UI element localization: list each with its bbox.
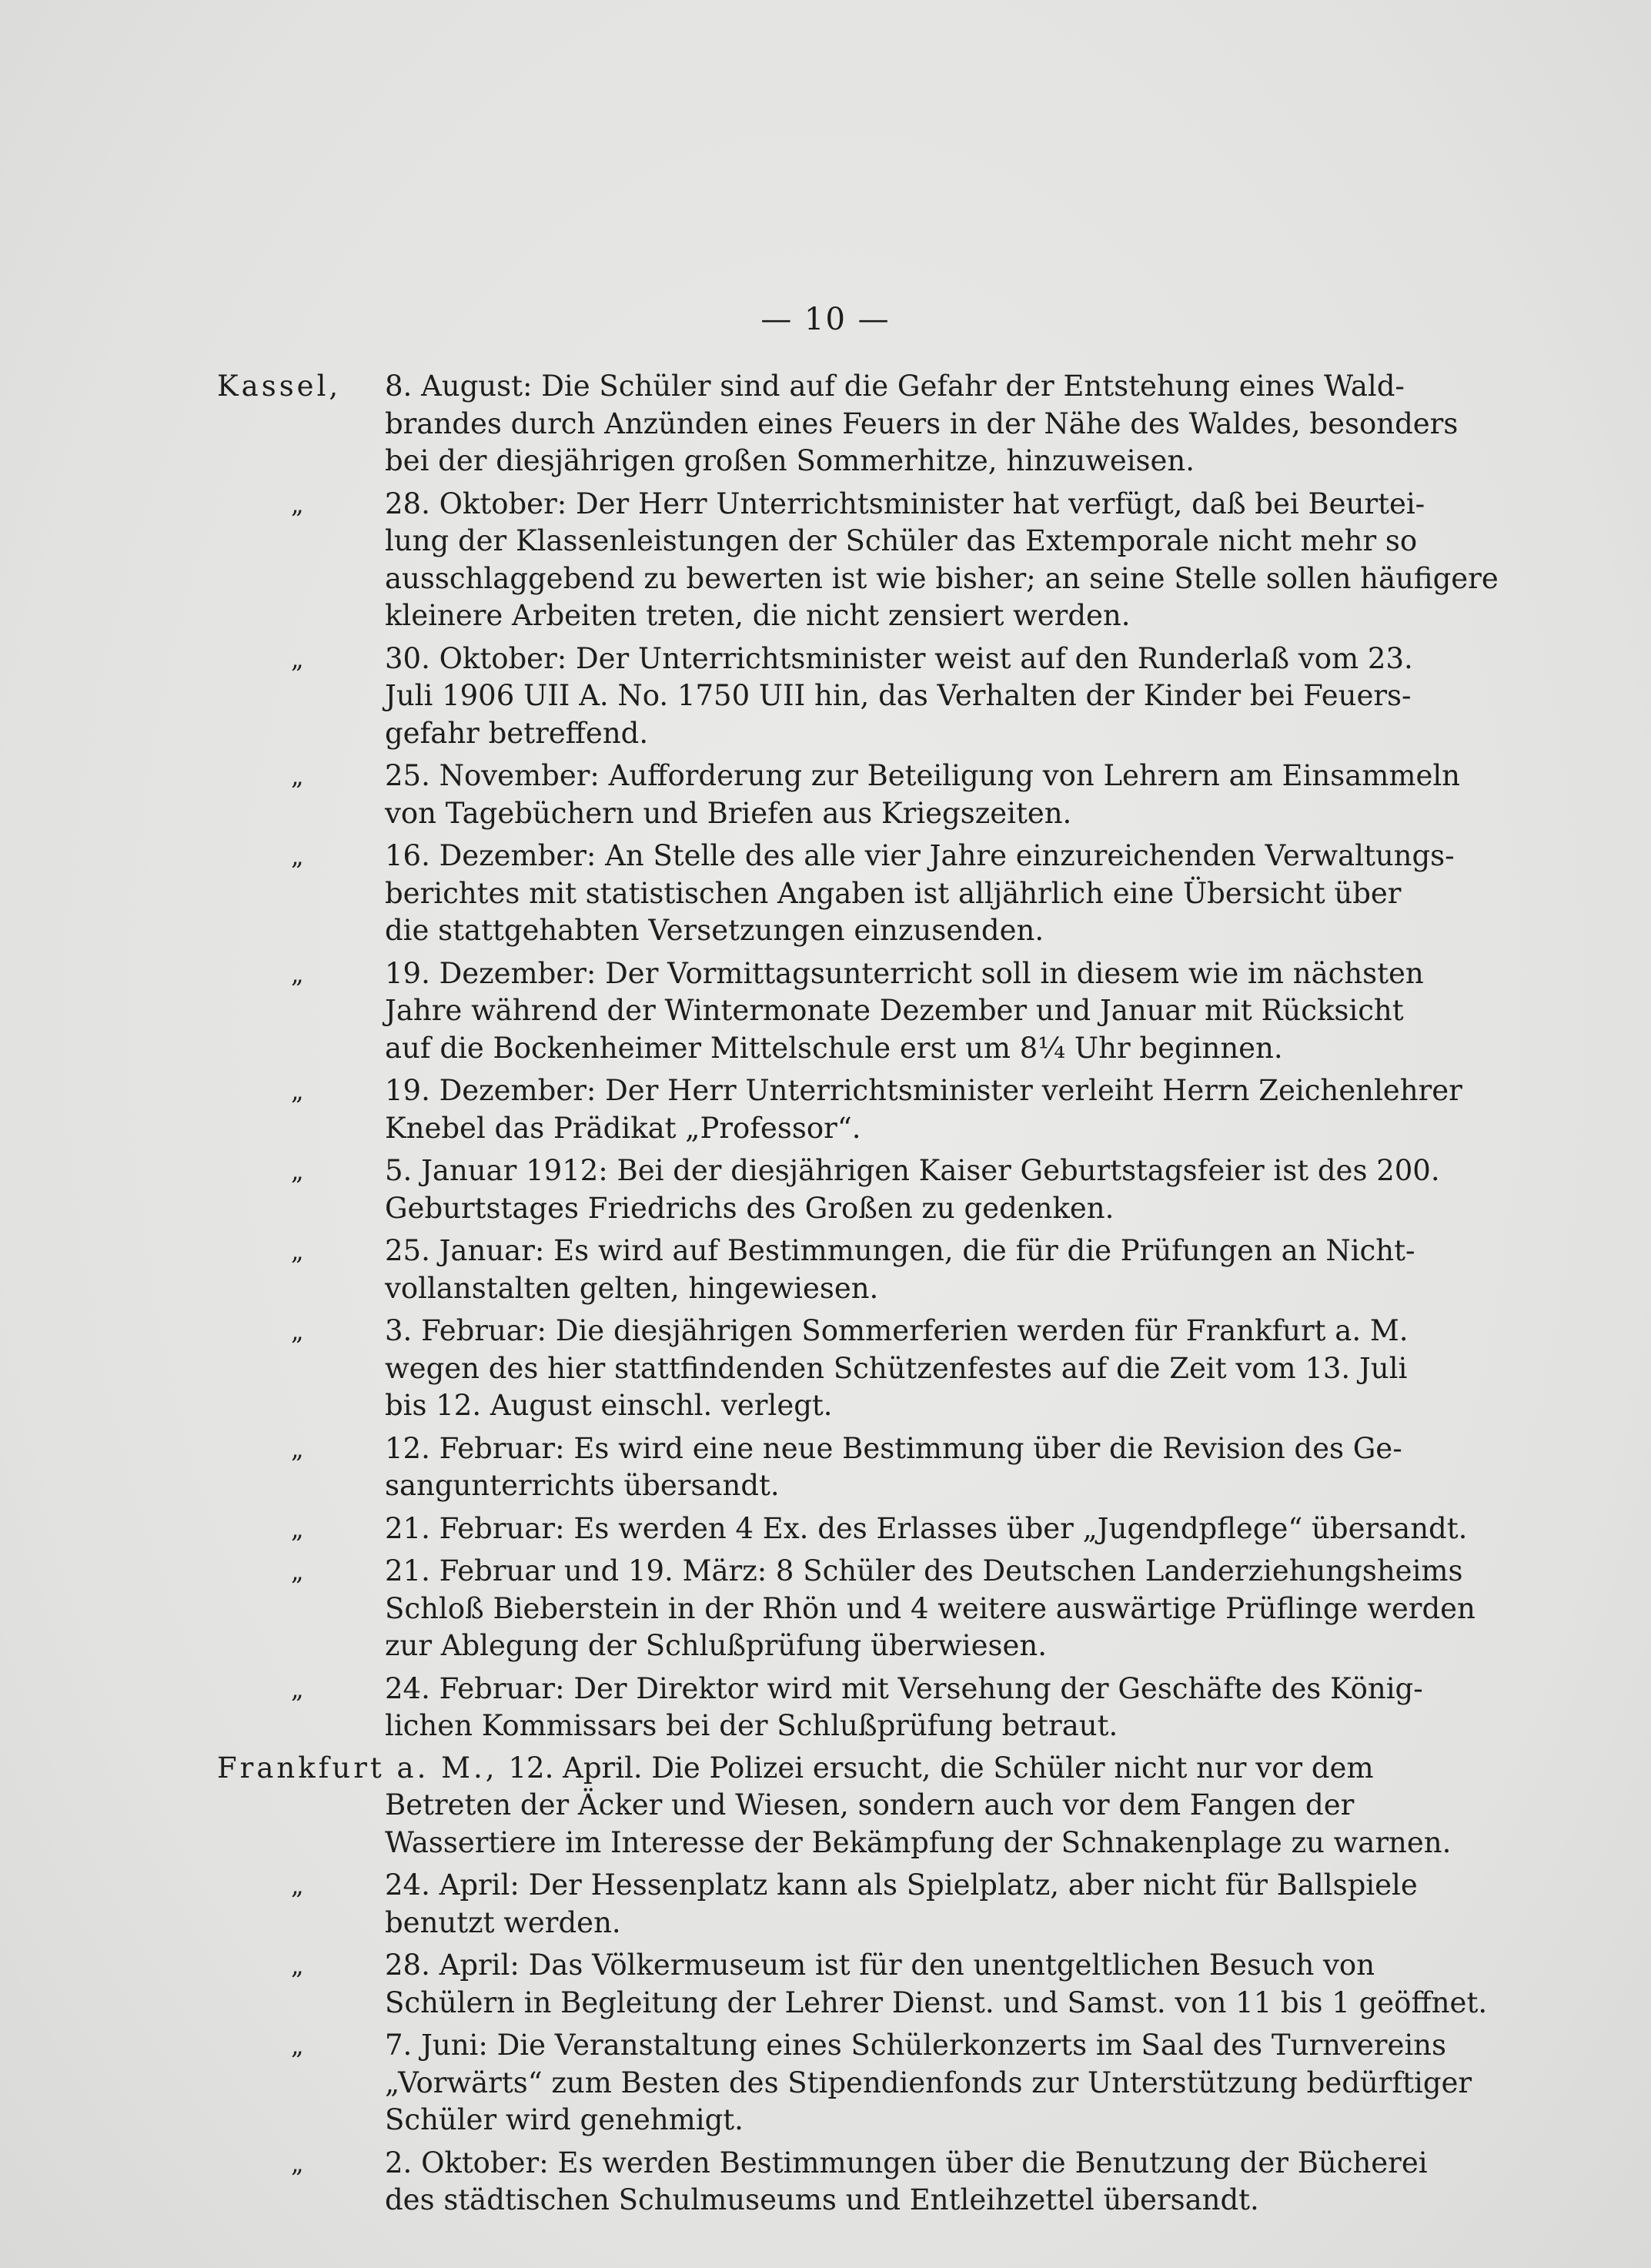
entry-text-line: 5. Januar 1912: Bei der diesjährigen Kaiser Geburtstagsfeier ist des 200. (385, 1154, 1440, 1187)
entry-text-line: 12. Februar: Es wird eine neue Bestimmung über die Revision des Ge- (385, 1431, 1402, 1465)
entry-text-line: die stattgehabten Versetzungen einzusenden. (385, 914, 1044, 947)
ditto-mark: „ (291, 489, 304, 519)
entry-text-line: Betreten der Äcker und Wiesen, sondern auch vor dem Fangen der (385, 1788, 1355, 1821)
entry-text-line: 21. Februar: Es werden 4 Ex. des Erlasses über „Jugendpflege“ übersandt. (385, 1511, 1468, 1545)
ditto-mark: „ (291, 1951, 304, 1980)
entry-text-line: 28. April: Das Völkermuseum ist für den unentgeltlichen Besuch von (385, 1949, 1375, 1982)
entry-text-line: 28. Oktober: Der Herr Unterrichtsminister hat verfügt, daß bei Beurtei- (385, 487, 1425, 520)
entry-text-line: 24. Februar: Der Direktor wird mit Versehung der Geschäfte des König- (385, 1671, 1423, 1705)
chronicle-entry (217, 1152, 1541, 1227)
entry-text-line: wegen des hier stattfindenden Schützenfestes auf die Zeit vom 13. Juli (385, 1351, 1408, 1385)
entry-text-line: des städtischen Schulmuseums und Entleihzettel übersandt. (385, 2183, 1259, 2216)
entry-text-line: 3. Februar: Die diesjährigen Sommerferien werden für Frankfurt a. M. (385, 1314, 1409, 1347)
chronicle-entry (217, 1553, 1541, 1665)
entry-text-line: lichen Kommissars bei der Schlußprüfung betraut. (385, 1709, 1118, 1742)
ditto-mark: „ (291, 1316, 304, 1346)
entry-text-line: kleinere Arbeiten treten, die nicht zensiert werden. (385, 599, 1131, 632)
ditto-mark: „ (291, 841, 304, 871)
ditto-mark: „ (291, 644, 304, 674)
ditto-mark: „ (291, 1871, 304, 1900)
ditto-mark: „ (291, 761, 304, 791)
entry-text-line: auf die Bockenheimer Mittelschule erst um 8¼ Uhr beginnen. (385, 1031, 1283, 1065)
entry-text-line: bis 12. August einschl. verlegt. (385, 1389, 833, 1422)
entry-text-line: vollanstalten gelten, hingewiesen. (385, 1271, 879, 1305)
entry-text-line: lung der Klassenleistungen der Schüler das Extemporale nicht mehr so (385, 524, 1418, 557)
chronicle-entry (217, 1867, 1541, 1942)
place-name: Kassel, (217, 370, 342, 403)
chronicle-entry (217, 1313, 1541, 1425)
chronicle-entry (217, 2145, 1541, 2219)
entry-text-line: zur Ablegung der Schlußprüfung überwiesen. (385, 1629, 1047, 1662)
entry-text-line: brandes durch Anzünden eines Feuers in der Nähe des Waldes, besonders (385, 406, 1459, 440)
entry-text-line: bei der diesjährigen großen Sommerhitze, hinzuweisen. (385, 444, 1195, 477)
entry-text-line: 25. Januar: Es wird auf Bestimmungen, die für die Prüfungen an Nicht- (385, 1234, 1415, 1267)
entry-text-line: 30. Oktober: Der Unterrichtsminister weist auf den Runderlaß vom 23. (385, 641, 1413, 675)
entry-text-line: 7. Juni: Die Veranstaltung eines Schülerkonzerts im Saal des Turnvereins (385, 2029, 1446, 2062)
chronicle-entry (217, 1233, 1541, 1307)
chronicle-entry (217, 486, 1541, 635)
entry-text-line: 24. April: Der Hessenplatz kann als Spielplatz, aber nicht für Ballspiele (385, 1868, 1418, 1902)
chronicle-entry (217, 1510, 1541, 1548)
ditto-mark: „ (291, 2148, 304, 2178)
chronicle-entry (217, 1430, 1541, 1505)
entry-text-line: 25. November: Aufforderung zur Beteiligung von Lehrern am Einsammeln (385, 759, 1461, 792)
entry-text-line: berichtes mit statistischen Angaben ist alljährlich eine Übersicht über (385, 876, 1402, 910)
chronicle-entry (217, 641, 1541, 753)
entry-text-line: ausschlaggebend zu bewerten ist wie bisher; an seine Stelle sollen häufigere (385, 561, 1499, 595)
entry-text-line: Schüler wird genehmigt. (385, 2103, 744, 2136)
entry-text-line: 19. Dezember: Der Herr Unterrichtsminister verleiht Herrn Zeichenlehrer (385, 1074, 1462, 1107)
ditto-mark: „ (291, 1433, 304, 1463)
chronicle-entry (217, 368, 1541, 480)
entry-text-line: „Vorwärts“ zum Besten des Stipendienfonds zur Unterstützung bedürftiger (385, 2066, 1472, 2099)
entry-text-line: sangunterrichts übersandt. (385, 1469, 780, 1502)
ditto-mark: „ (291, 1236, 304, 1266)
entry-text-line: Knebel das Prädikat „Professor“. (385, 1111, 861, 1145)
entry-text-line: Geburtstages Friedrichs des Großen zu gedenken. (385, 1191, 1115, 1225)
entry-text-line: Wassertiere im Interesse der Bekämpfung der Schnakenplage zu warnen. (385, 1825, 1452, 1859)
chronicle-entry (217, 955, 1541, 1068)
chronicle-entry (217, 1947, 1541, 2022)
chronicle-sections (217, 368, 1541, 2219)
entry-text-line: 8. August: Die Schüler sind auf die Gefahr der Entstehung eines Wald- (385, 370, 1405, 403)
ditto-mark: „ (291, 1076, 304, 1106)
entry-text-line: 19. Dezember: Der Vormittagsunterricht soll in diesem wie im nächsten (385, 956, 1424, 990)
ditto-mark: „ (291, 2031, 304, 2060)
entry-text-line: Schloß Bieberstein in der Rhön und 4 weitere auswärtige Prüflinge werden (385, 1591, 1476, 1625)
entry-text-line: Juli 1906 UII A. No. 1750 UII hin, das Verhalten der Kinder bei Feuers- (385, 679, 1412, 712)
entry-text-line: benutzt werden. (385, 1905, 621, 1939)
entry-text-line: Jahre während der Wintermonate Dezember und Januar mit Rücksicht (385, 994, 1404, 1027)
chronicle-section (217, 368, 1541, 1745)
chronicle-section (217, 1750, 1541, 2219)
chronicle-entry (217, 1750, 1541, 1862)
ditto-mark: „ (291, 958, 304, 988)
chronicle-entry (217, 758, 1541, 832)
entry-text-line: 12. April. Die Polizei ersucht, die Schüler nicht nur vor dem (508, 1751, 1374, 1785)
chronicle-entry (217, 2027, 1541, 2139)
entry-text-line: 16. Dezember: An Stelle des alle vier Jahre einzureichenden Verwaltungs- (385, 839, 1455, 872)
entry-text-line: von Tagebüchern und Briefen aus Kriegszeiten. (385, 796, 1072, 830)
entry-text-line: Schülern in Begleitung der Lehrer Dienst. und Samst. von 11 bis 1 geöffnet. (385, 1985, 1488, 2019)
chronicle-entry (217, 1671, 1541, 1745)
entry-text-line: gefahr betreffend. (385, 716, 649, 750)
page-number: — 10 — (760, 302, 891, 337)
entry-text-line: 2. Oktober: Es werden Bestimmungen über die Benutzung der Bücherei (385, 2146, 1428, 2179)
chronicle-content (217, 368, 1541, 2219)
ditto-mark: „ (291, 1674, 304, 1704)
entry-text-line: 21. Februar und 19. März: 8 Schüler des Deutschen Landerziehungsheims (385, 1554, 1463, 1587)
ditto-mark: „ (291, 1514, 304, 1544)
chronicle-entry (217, 1072, 1541, 1147)
place-name: Frankfurt a. M., (217, 1751, 498, 1785)
ditto-mark: „ (291, 1557, 304, 1586)
ditto-mark: „ (291, 1156, 304, 1186)
chronicle-entry (217, 838, 1541, 950)
